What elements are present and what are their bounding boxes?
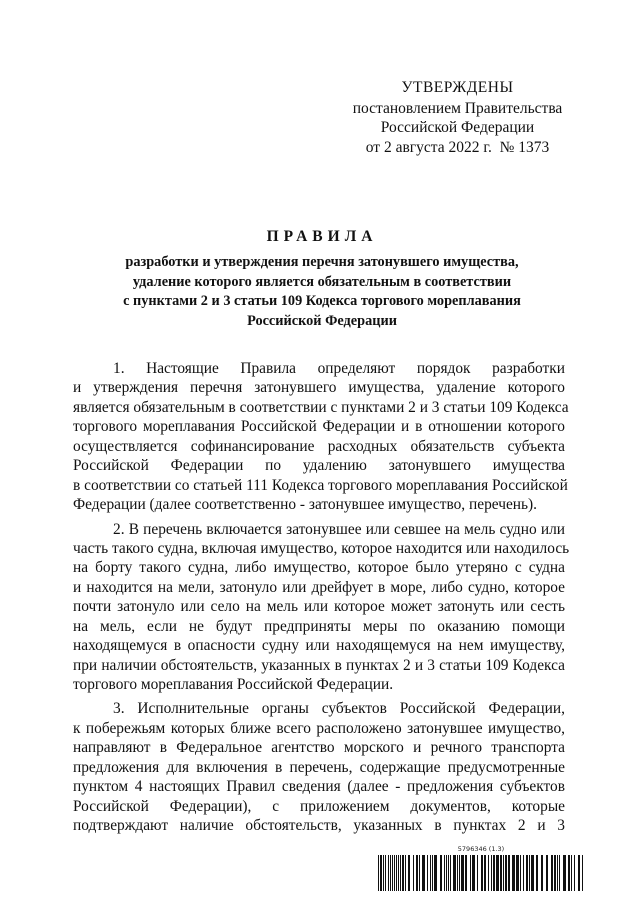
text-line: осуществляется софинансирование расходных обязательств субъекта [73, 437, 565, 455]
title-line: удаление которого является обязательным в соответствии [132, 273, 512, 290]
barcode-bar [396, 855, 397, 891]
barcode-bar [516, 855, 519, 891]
barcode-bar [385, 855, 386, 891]
barcode-bar [536, 855, 538, 891]
barcode-bar [559, 855, 560, 891]
barcode-bar [551, 855, 553, 891]
barcode-number: 5796346 (1.3) [457, 845, 505, 853]
barcode-bar [419, 855, 420, 891]
text-line: направляют в Федеральное агентство морского и речного транспорта [73, 739, 565, 757]
text-line: часть такого судна, включая имущество, которое находится или находилось [73, 539, 570, 557]
text-line: Федерации (далее соответственно - затонувшее имущество, перечень). [73, 496, 538, 514]
barcode-bar [416, 855, 418, 891]
barcode-bar [392, 855, 393, 891]
text-line: торгового мореплавания Российской Федерации. [73, 676, 394, 693]
barcode-bar [563, 855, 566, 891]
barcode-bar [578, 855, 580, 891]
barcode-bar [512, 855, 515, 891]
barcode-bar [481, 855, 483, 891]
text-line: в соответствии со статьей 111 Кодекса торгового мореплавания Российской [73, 476, 568, 494]
barcode-bar [448, 855, 449, 891]
barcode-bar [488, 855, 489, 891]
barcode-bar [503, 855, 504, 891]
barcode-bar [582, 855, 583, 891]
barcode-bar [427, 855, 428, 891]
barcode-bar [541, 855, 543, 891]
barcode-bar [505, 855, 507, 891]
barcode-bar [472, 855, 475, 891]
paragraph-3 [73, 699, 565, 835]
barcode-bar [408, 855, 410, 891]
barcode-bar [413, 855, 414, 891]
barcode-bar [470, 855, 471, 891]
title-line: Российской Федерации [247, 312, 397, 329]
approval-stamp [345, 78, 570, 157]
text-line: почти затонуло или село на мель или которое может затонуть или сесть [73, 598, 565, 616]
text-line: на борту такого судна, либо имущество, которое было утеряно с судна [73, 559, 565, 577]
barcode-bar [450, 855, 451, 891]
barcode-bar [459, 855, 460, 891]
text-line: Российской Федерации), с приложением документов, которые [73, 797, 565, 815]
text-line: 3. Исполнительные органы субъектов Российской Федерации, [113, 700, 565, 718]
barcode-bar [434, 855, 437, 891]
barcode-bar [394, 855, 395, 891]
approval-heading: УТВЕРЖДЕНЫ [401, 79, 514, 96]
barcode-bar [574, 855, 575, 891]
text-line: торгового мореплавания Российской Федерации и в отношении которого [73, 418, 565, 436]
barcode-bar [529, 855, 530, 891]
text-line: является обязательным в соответствии с пунктами 2 и 3 статьи 109 Кодекса [73, 398, 569, 416]
text-line: 1. Настоящие Правила определяют порядок разработки [113, 360, 565, 377]
document-body [73, 359, 570, 836]
barcode-bar [446, 855, 447, 891]
barcode-bar [380, 855, 382, 891]
barcode-bar [388, 855, 389, 891]
barcode-bar [568, 855, 570, 891]
title-line: разработки и утверждения перечня затонувшего имущества, [125, 254, 519, 270]
barcode-bar [432, 855, 433, 891]
barcode-bar [378, 855, 379, 891]
text-line: на мель, если не будут предприняты меры по оказанию помощи [73, 617, 565, 635]
barcode-bar [526, 855, 528, 891]
barcode-bar [571, 855, 572, 891]
barcode-bar [477, 855, 478, 891]
barcode-bar [557, 855, 558, 891]
approval-line: Российской Федерации [380, 119, 535, 136]
approval-line: постановлением Правительства [352, 99, 563, 117]
barcode-bar [465, 855, 467, 891]
text-line: и утверждения перечня затонувшего имущества, удаление которого [73, 379, 565, 397]
barcode-bar [422, 855, 425, 891]
barcode-bar [496, 855, 499, 891]
text-line: Российской Федерации по удалению затонувшего имущества [73, 457, 565, 475]
barcode-bars [378, 855, 584, 891]
approval-date-number: от 2 августа 2022 г. № 1373 [365, 138, 550, 156]
text-line: находящемуся в опасности судну или находящемуся на нем имуществу, [73, 637, 565, 655]
barcode-bar [484, 855, 486, 891]
text-line: к побережьям которых ближе всего расположено затонувшее имущество, [73, 719, 565, 737]
barcode-bar [491, 855, 492, 891]
text-line: при наличии обстоятельств, указанных в пунктах 2 и 3 статьи 109 Кодекса [73, 656, 565, 674]
barcode-bar [440, 855, 442, 891]
barcode-bar [398, 855, 399, 891]
paragraph-1 [73, 359, 569, 515]
barcode-bar [383, 855, 384, 891]
barcode-bar [554, 855, 556, 891]
title-main: ПРАВИЛА [266, 228, 378, 245]
barcode-bar [390, 855, 391, 891]
text-line: предложения для включения в перечень, содержащие предусмотренные [73, 758, 565, 776]
barcode-bar [400, 855, 401, 891]
barcode-bar [405, 855, 406, 891]
barcode-bar [546, 855, 548, 891]
paragraph-2 [73, 520, 570, 695]
document-title [80, 227, 564, 331]
barcode-bar [457, 855, 458, 891]
barcode-bar [508, 855, 510, 891]
document-barcode [378, 845, 584, 893]
barcode-bar [523, 855, 524, 891]
barcode-bar [453, 855, 456, 891]
barcode-bar [444, 855, 445, 891]
barcode-bar [520, 855, 521, 891]
barcode-bar [430, 855, 431, 891]
text-line: 2. В перечень включается затонувшее или севшее на мель судно или [113, 520, 565, 538]
barcode-bar [461, 855, 464, 891]
text-line: пунктом 4 настоящих Правил сведения (далее - предложения субъектов [73, 778, 565, 796]
barcode-bar [493, 855, 495, 891]
barcode-bar [402, 855, 404, 891]
text-line: и находится на мели, затонуло или дрейфует в море, либо судно, которое [73, 578, 565, 596]
text-line: подтверждают наличие обстоятельств, указанных в пунктах 2 и 3 [73, 817, 565, 835]
title-line: с пунктами 2 и 3 статьи 109 Кодекса торгового мореплавания [123, 293, 521, 309]
barcode-bar [500, 855, 502, 891]
barcode-bar [531, 855, 534, 891]
